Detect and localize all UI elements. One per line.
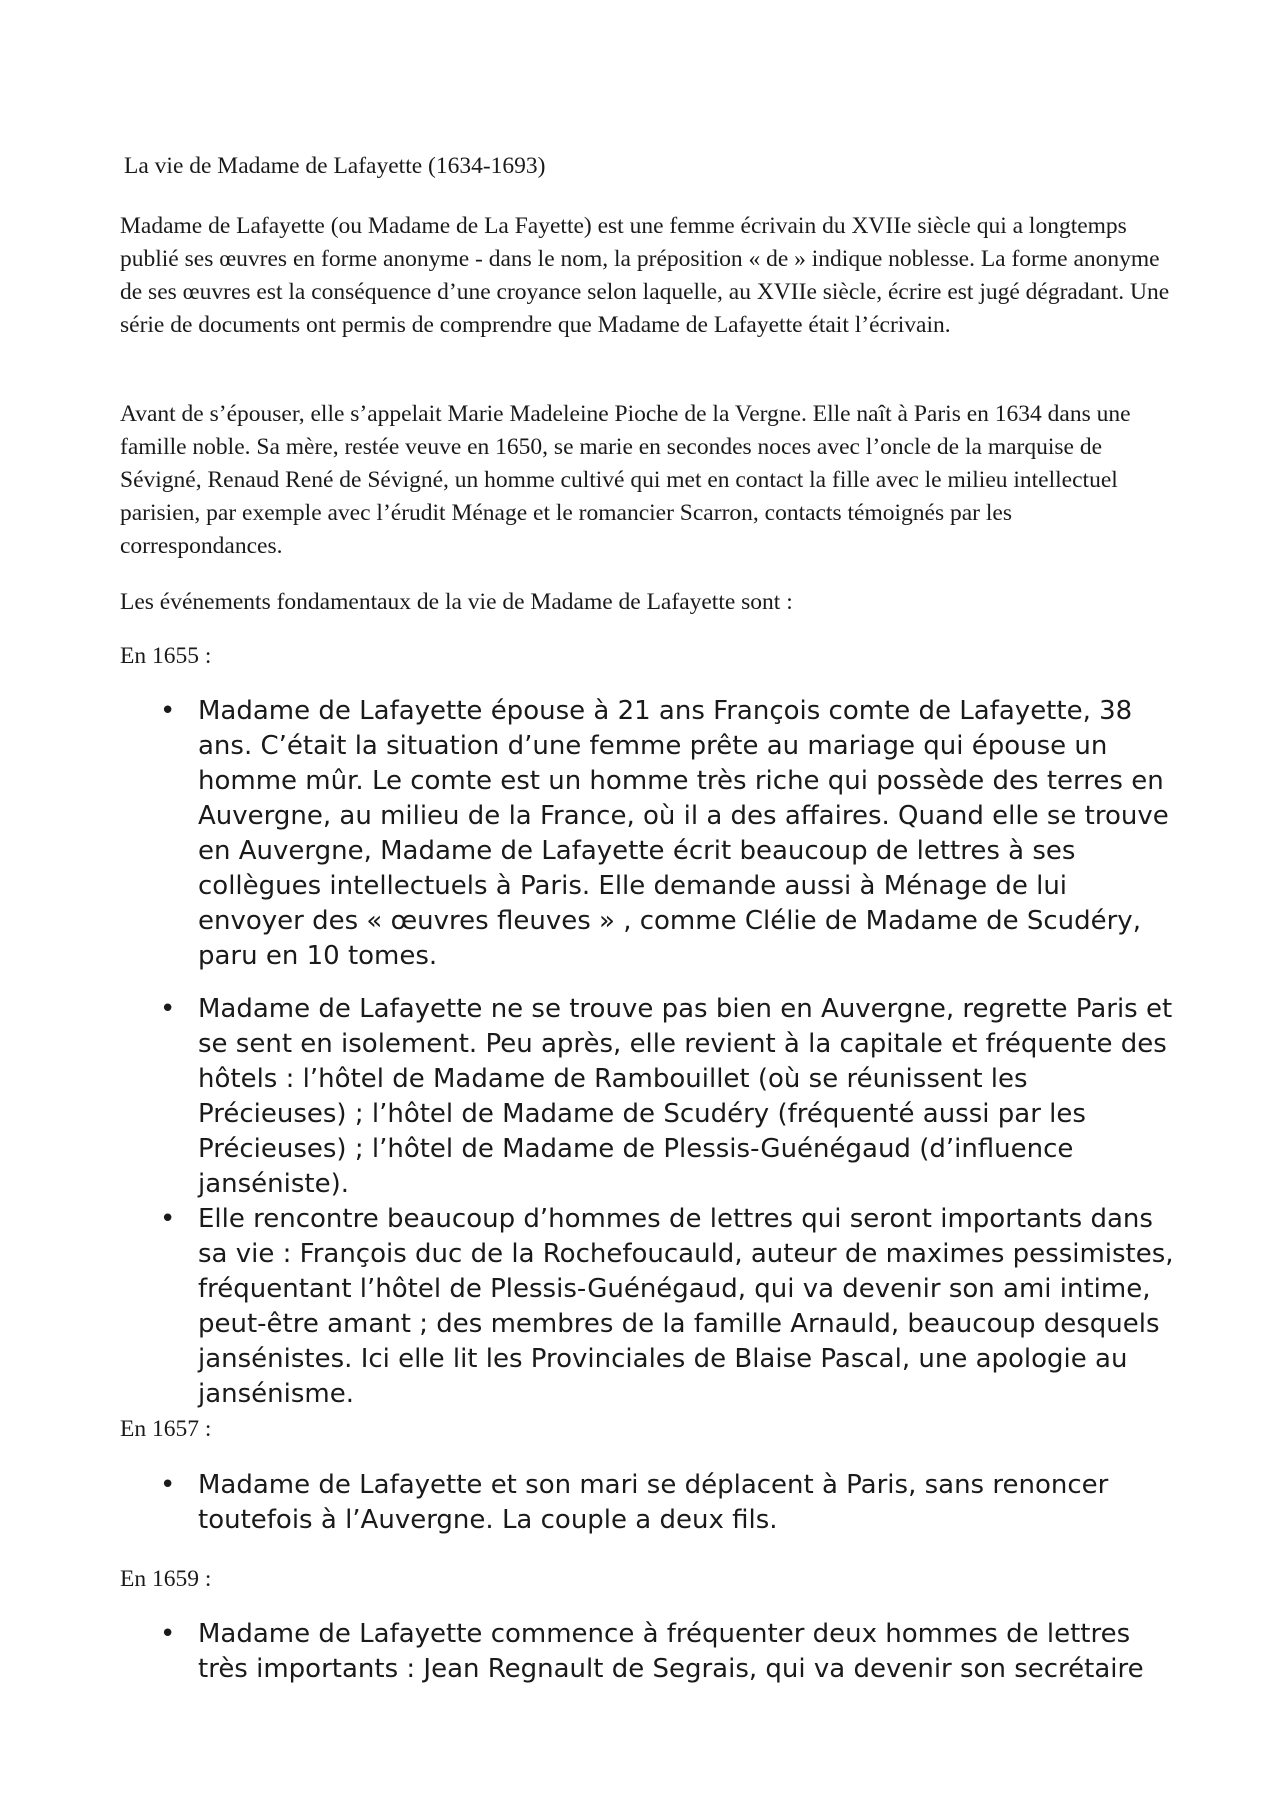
bullet-icon: • [160, 1470, 176, 1500]
year-heading-1659: En 1659 : [120, 1566, 212, 1592]
bullet-icon: • [160, 994, 176, 1024]
list-item [120, 1617, 1180, 1687]
list-item-text: Madame de Lafayette commence à fréquenter deux hommes de lettres très importants : Jean Regnault de Segrais, qui va devenir son secrétaire [198, 1619, 1144, 1684]
bullet-list-1657 [120, 1468, 1180, 1538]
list-item-text: Madame de Lafayette ne se trouve pas bien en Auvergne, regrette Paris et se sent en isolement. Peu après, elle revient à la capitale et fréquente des hôtels : l’hôtel de Madame de Rambouillet (où se réunissent les Précieuses) ; l’hôtel de Madame de Scudéry (fréquenté aussi par les Précieuses) ; l’hôtel de Madame de Plessis-Guénégaud (d’influence janséniste). [198, 994, 1173, 1199]
list-item [120, 694, 1180, 974]
list-item [120, 1468, 1180, 1538]
paragraph-events-intro: Les événements fondamentaux de la vie de Madame de Lafayette sont : [120, 589, 793, 615]
list-item [120, 1202, 1180, 1412]
year-heading-1655: En 1655 : [120, 643, 212, 669]
bullet-list-1659 [120, 1617, 1180, 1687]
list-item-text: Elle rencontre beaucoup d’hommes de lettres qui seront importants dans sa vie : François duc de la Rochefoucauld, auteur de maximes pessimistes, fréquentant l’hôtel de Plessis-Guénégaud, qui va devenir son ami intime, peut-être amant ; des membres de la famille Arnauld, beaucoup desquels jansénistes. Ici elle lit les Provinciales de Blaise Pascal, une apologie au jansénisme. [198, 1204, 1174, 1409]
list-item-text: Madame de Lafayette épouse à 21 ans François comte de Lafayette, 38 ans. C’était la situation d’une femme prête au mariage qui épouse un homme mûr. Le comte est un homme très riche qui possède des terres en Auvergne, au milieu de la France, où il a des affaires. Quand elle se trouve en Auvergne, Madame de Lafayette écrit beaucoup de lettres à ses collègues intellectuels à Paris. Elle demande aussi à Ménage de lui envoyer des « œuvres fleuves » , comme Clélie de Madame de Scudéry, paru en 10 tomes. [198, 696, 1169, 971]
document-title: La vie de Madame de Lafayette (1634-1693) [124, 153, 546, 179]
bullet-list-1655 [120, 694, 1180, 1412]
list-item-text: Madame de Lafayette et son mari se déplacent à Paris, sans renoncer toutefois à l’Auvergne. La couple a deux fils. [198, 1470, 1109, 1535]
bullet-icon: • [160, 1204, 176, 1234]
bullet-icon: • [160, 696, 176, 726]
paragraph-biography: Avant de s’épouser, elle s’appelait Marie Madeleine Pioche de la Vergne. Elle naît à Paris en 1634 dans une famille noble. Sa mère, restée veuve en 1650, se marie en secondes noces avec l’oncle de la marquise de Sévigné, Renaud René de Sévigné, un homme cultivé qui met en contact la fille avec le milieu intellectuel parisien, par exemple avec l’érudit Ménage et le romancier Scarron, contacts témoignés par les correspondances. [120, 401, 1131, 559]
list-item [120, 992, 1180, 1202]
bullet-icon: • [160, 1619, 176, 1649]
year-heading-1657: En 1657 : [120, 1416, 212, 1442]
paragraph-intro: Madame de Lafayette (ou Madame de La Fayette) est une femme écrivain du XVIIe siècle qui a longtemps publié ses œuvres en forme anonyme - dans le nom, la préposition « de » indique noblesse. La forme anonyme de ses œuvres est la conséquence d’une croyance selon laquelle, au XVIIe siècle, écrire est jugé dégradant. Une série de documents ont permis de comprendre que Madame de Lafayette était l’écrivain. [120, 213, 1170, 338]
